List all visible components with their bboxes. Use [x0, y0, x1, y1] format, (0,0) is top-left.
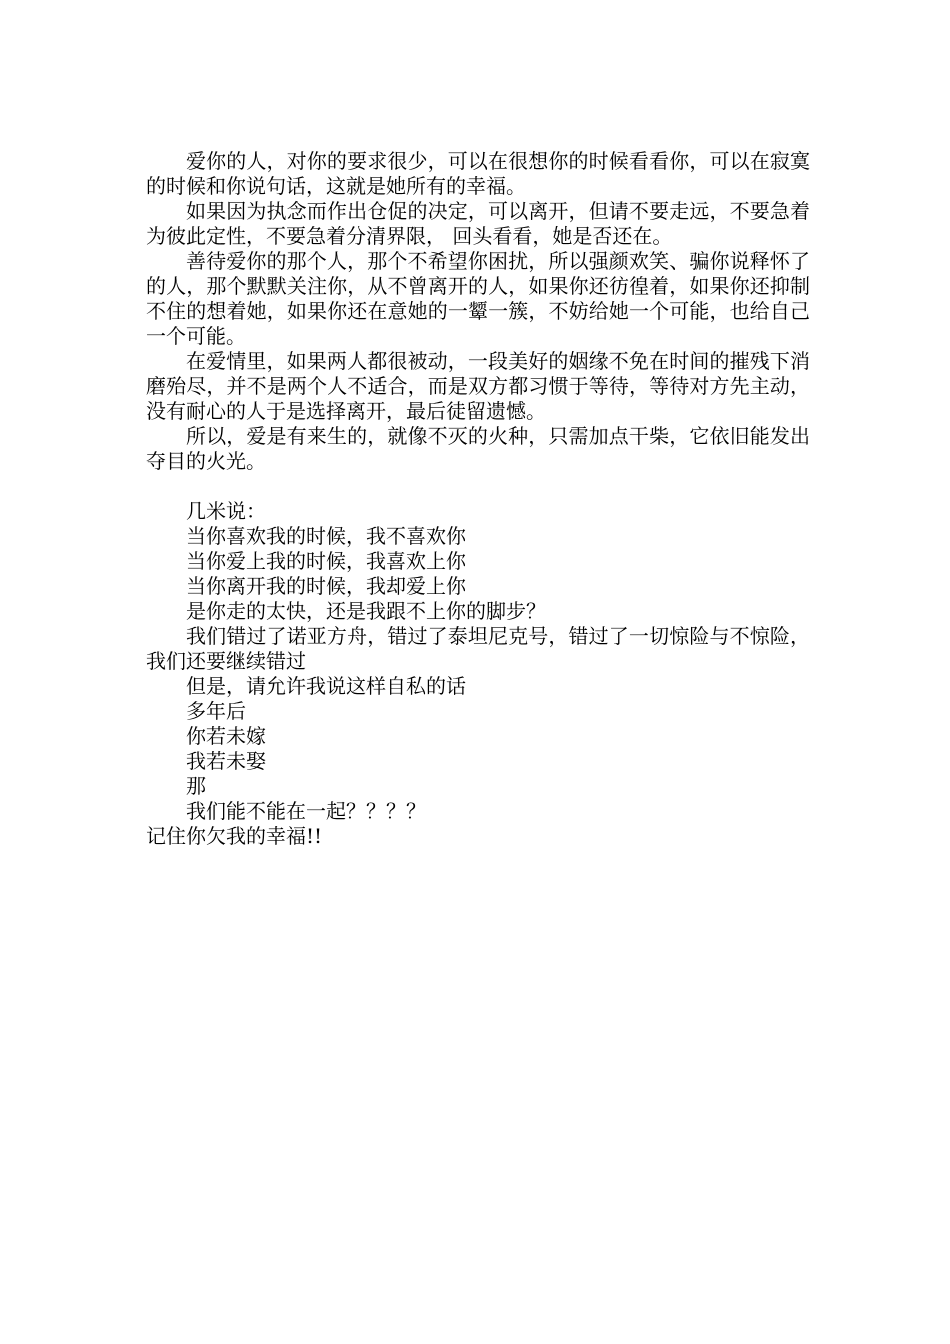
poem-line: 几米说：: [186, 499, 266, 523]
poem-line: 多年后: [186, 699, 246, 723]
paragraph-5: 所以，爱是有来生的，就像不灭的火种，只需加点干柴，它依旧能发出夺目的火光。: [146, 424, 810, 473]
blank-line: [146, 474, 810, 499]
closing-line: 记住你欠我的幸福!!: [146, 824, 323, 848]
poem-line: 当你离开我的时候，我却爱上你: [186, 574, 466, 598]
poem-line: 那: [186, 774, 206, 798]
poem-line: 但是，请允许我说这样自私的话: [186, 674, 466, 698]
poem-line: 是你走的太快，还是我跟不上你的脚步？: [186, 599, 546, 623]
poem-line: 我若未娶: [186, 749, 266, 773]
paragraph-3: 善待爱你的那个人，那个不希望你困扰，所以强颜欢笑、骗你说释怀了的人，那个默默关注你，从不曾离开的人，如果你还彷徨着，如果你还抑制不住的想着她，如果你还在意她的一颦一簇，不妨给她一个可能，也给自己一个可能。: [146, 249, 810, 348]
poem-line: 我们能不能在一起？？？？: [186, 799, 426, 823]
document-body: [146, 149, 810, 849]
poem-line: 我们错过了诺亚方舟，错过了泰坦尼克号，错过了一切惊险与不惊险，我们还要继续错过: [146, 624, 810, 673]
paragraph-2: 如果因为执念而作出仓促的决定，可以离开，但请不要走远，不要急着为彼此定性，不要急着分清界限， 回头看看，她是否还在。: [146, 199, 810, 248]
poem-line: 你若未嫁: [186, 724, 266, 748]
paragraph-1: 爱你的人，对你的要求很少，可以在很想你的时候看看你，可以在寂寞的时候和你说句话，这就是她所有的幸福。: [146, 149, 810, 198]
paragraph-4: 在爱情里，如果两人都很被动，一段美好的姻缘不免在时间的摧残下消磨殆尽，并不是两个人不适合，而是双方都习惯于等待，等待对方先主动，没有耐心的人于是选择离开，最后徒留遗憾。: [146, 349, 810, 423]
poem-line: 当你爱上我的时候，我喜欢上你: [186, 549, 466, 573]
poem-line: 当你喜欢我的时候，我不喜欢你: [186, 524, 466, 548]
